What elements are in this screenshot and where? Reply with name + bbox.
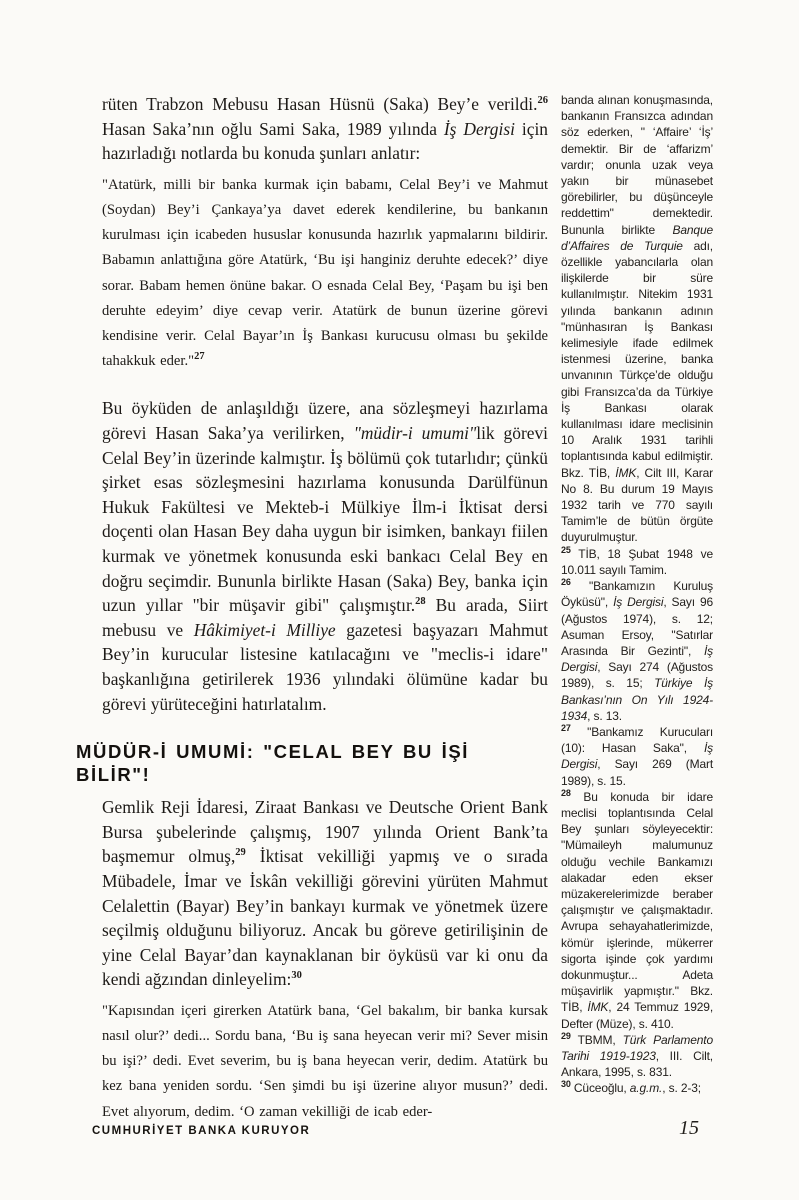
- main-text-column: [76, 92, 548, 1132]
- paragraph-division-of-duties: Bu öyküden de anlaşıldığı üzere, ana sözleşmeyi hazırlama görevi Hasan Saka’ya verilirken, "müdir-i umumi"lik görevi Celal Bey’in üzerinde kalmıştır. İş bölümü çok tutarlıdır; çünkü şirket esas sözleşmesini hazırlama konusunda Darülfünun Hukuk Fakültesi ve Mekteb-i Mülkiye İlm-i İktisat dersi doçenti olan Hasan Bey daha uygun bir isimken, bankayı fiilen kurmak ve yönetmek konusunda eski bankacı Celal Bey en doğru seçimdir. Bununla birlikte Hasan (Saka) Bey, banka için uzun yıllar "bir müşavir gibi" çalışmıştır.$^{28}$ Bu arada, Siirt mebusu ve Hâkimiyet-i Milliye gazetesi başyazarı Mahmut Bey’in kurucular listesine katılacağını ve "meclis-i idare" başkanlığına getirilerek 1936 yılındaki ölümüne kadar bu görevi yürüteceğini hatırlatalım.: [102, 398, 548, 714]
- sidenote-30: $^{30}$ Cüceoğlu, a.g.m., s. 2-3;: [561, 1079, 701, 1096]
- sidenote-26: $^{26}$ "Bankamızın Kuruluş Öyküsü", İş Dergisi, Sayı 96 (Ağustos 1974), s. 12; Asuman Ersoy, "Satırlar Arasında Bir Gezinti", İş Dergisi, Sayı 274 (Ağustos 1989), s. 15; Türkiye İş Bankası’nın On Yılı 1924-1934, s. 13.: [561, 577, 713, 723]
- sidenotes-column: [561, 92, 713, 1132]
- page-content: [76, 92, 713, 1132]
- sidenote-28: $^{28}$ Bu konuda bir idare meclisi toplantısında Celal Bey şunları söyleyecektir: "Mümaileyh malumunuz olduğu vechile Bankamızı alakadar eden ekser müzakerelerimizde beraber çalışmıştır ve çalışmaktadır. Avrupa sehayahatlerimizde, kömür işlerinde, mükerrer sigorta işinde çok yardımı dokunmuştur... Adeta müşavirlik yapmıştır." Bkz. TİB, İMK, 24 Temmuz 1929, Defter (Müze), s. 410.: [561, 787, 713, 1031]
- sidenote-29: $^{29}$ TBMM, Türk Parlamento Tarihi 1919-1923, III. Cilt, Ankara, 1995, s. 831.: [561, 1030, 713, 1080]
- paragraph-celal-bayar-background: Gemlik Reji İdaresi, Ziraat Bankası ve Deutsche Orient Bank Bursa şubelerinde çalışmış, 1907 yılında Orient Bank’ta başmemur olmuş,$^{29}$ İktisat vekilliği yapmış ve o sırada Mübadele, İmar ve İskân vekilliği görevini yürüten Mahmut Celalettin (Bayar) Bey’in bankayı kurmak ve yönetmek üzere seçilmiş olduğunu biliyoruz. Ancak bu göreve getirilişinin de yine Celal Bayar’dan kaynaklanan bir öyküsü var ki onu da kendi ağzından dinleyelim:$^{30}$: [102, 797, 548, 990]
- sidenote-25: $^{25}$ TİB, 18 Şubat 1948 ve 10.011 sayılı Tamim.: [561, 544, 713, 577]
- section-heading: [76, 740, 548, 786]
- blockquote-sami-saka: "Atatürk, milli bir banka kurmak için babamı, Celal Bey’i ve Mahmut (Soydan) Bey’i Çankaya’ya davet ederek kendilerine, bu bankanın kurulması için icabeden hususlar konusunda hazırlık yapmalarını bildirir. Babamın anlattığına göre Atatürk, ‘Bu işi hanginiz deruhte edecek?’ diye sorar. Babam hemen önüne bakar. O esnada Celal Bey, ‘Paşam bu işi ben deruhte edeyim’ diye cevap verir. Atatürk de bunun üzerine görevi kendisine verir. Celal Bayar’ın İş Bankası kurucusu olması bu şekilde tahakkuk eder."$^{27}$: [102, 176, 548, 370]
- running-footer-title: CUMHURİYET BANKA KURUYOR: [92, 1125, 311, 1137]
- sidenote-27: $^{27}$ "Bankamız Kurucuları (10): Hasan Saka", İş Dergisi, Sayı 269 (Mart 1989), s. 15.: [561, 722, 713, 788]
- sidenote-24-continuation: banda alınan konuşmasında, bankanın Fransızca adından söz ederken, " ‘Affaire’ ‘İş’ demektir. Bir de ‘affarizm’ vardır; onunla uzak veya yakın bir münasebet görebilirler, bu düşünceyle reddettim" demektedir. Bununla birlikte Banque d’Affaires de Turquie adı, özellikle yabancılarla olan ilişkilerde bir süre kullanılmıştır. Nitekim 1931 yılında bankanın adının "münhasıran İş Bankası kelimesiyle ifade edilmek istenmesi üzerine, banka unvanının Türkçe’de olduğu gibi Fransızca’da da Türkiye İş Bankası olarak kullanılması idare meclisinin 10 Aralık 1931 tarihli toplantısında kabul edilmiştir. Bkz. TİB, İMK, Cilt III, Karar No 8. Bu durum 19 Mayıs 1932 tarih ve 770 sayılı Tamim’le de bütün örgüte duyurulmuştur.: [561, 93, 713, 545]
- page-number: 15: [679, 1117, 699, 1139]
- page-footer: [92, 1117, 713, 1140]
- section-heading-line2: BİLİR"!: [76, 764, 151, 786]
- blockquote-celal-bayar: "Kapısından içeri girerken Atatürk bana, ‘Gel bakalım, bir banka kursak nasıl olur?’ dedi... Sordu bana, ‘Bu iş sana heyecan verir mi? Sever misin bu işi?’ dedi. Evet severim, bu iş bana heyecan verir, dedim. Atatürk bu kez bana yeniden sordu. ‘Sen şimdi bu işi üzerine alıyor musun?’ dedi. Evet alıyorum, dedim. ‘O zaman vekilliği de icab eder-: [102, 1002, 548, 1120]
- paragraph-hasan-saka: rüten Trabzon Mebusu Hasan Hüsnü (Saka) Bey’e verildi.$^{26}$ Hasan Saka’nın oğlu Sami Saka, 1989 yılında İş Dergisi için hazırladığı notlarda bu konuda şunları anlatır:: [102, 94, 548, 164]
- section-heading-line1: MÜDÜR-İ UMUMİ: "CELAL BEY BU İŞİ: [76, 741, 470, 763]
